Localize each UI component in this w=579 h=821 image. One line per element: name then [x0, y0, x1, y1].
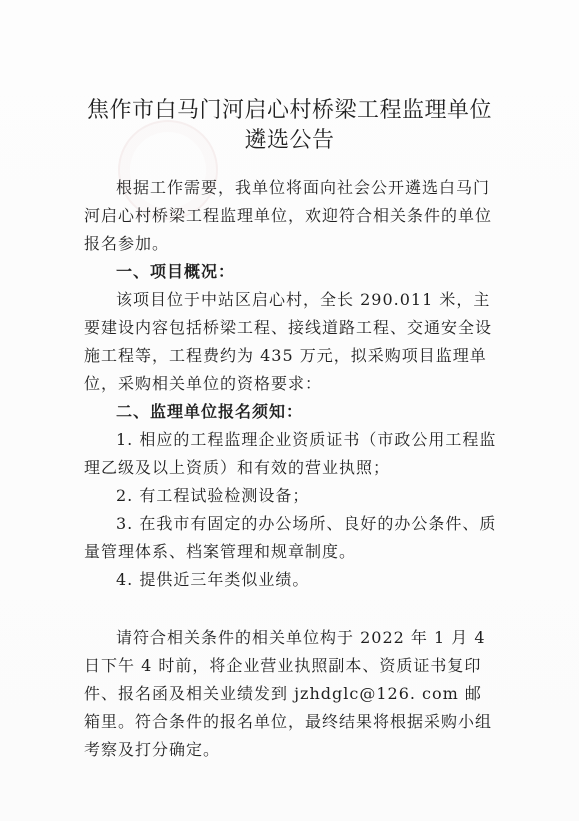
section-1-heading: 一、项目概况： — [116, 262, 236, 281]
intro-paragraph: 根据工作需要，我单位将面向社会公开遴选白马门河启心村桥梁工程监理单位，欢迎符合相关条件的单位报名参加。 — [84, 178, 493, 253]
requirement-1: 1. 相应的工程监理企业资质证书（市政公用工程监理乙级及以上资质）和有效的营业执照； — [84, 430, 497, 477]
requirement-2: 2. 有工程试验检测设备； — [116, 486, 310, 505]
requirement-4: 4. 提供近三年类似业绩。 — [116, 570, 310, 589]
requirement-3: 3. 在我市有固定的办公场所、良好的办公条件、质量管理体系、档案管理和规章制度。 — [84, 514, 497, 561]
section-1-body: 该项目位于中站区启心村，全长 290.011 米，主要建设内容包括桥梁工程、接线道路工程、交通安全设施工程等，工程费约为 435 万元，拟采购项目监理单位，采购相关单位的资格要求： — [84, 290, 493, 393]
document-title-line-2: 遴选公告 — [244, 128, 335, 153]
section-2-heading: 二、监理单位报名须知： — [116, 402, 304, 421]
closing-paragraph: 请符合相关条件的相关单位构于 2022 年 1 月 4 日下午 4 时前，将企业营业执照副本、资质证书复印件、报名函及相关业绩发到 jzhdglc@126. com 邮箱里。符合条件的报名单位，最终结果将根据采购小组考察及打分确定。 — [84, 628, 493, 759]
document-title-line-1: 焦作市白马门河启心村桥梁工程监理单位 — [86, 98, 492, 123]
